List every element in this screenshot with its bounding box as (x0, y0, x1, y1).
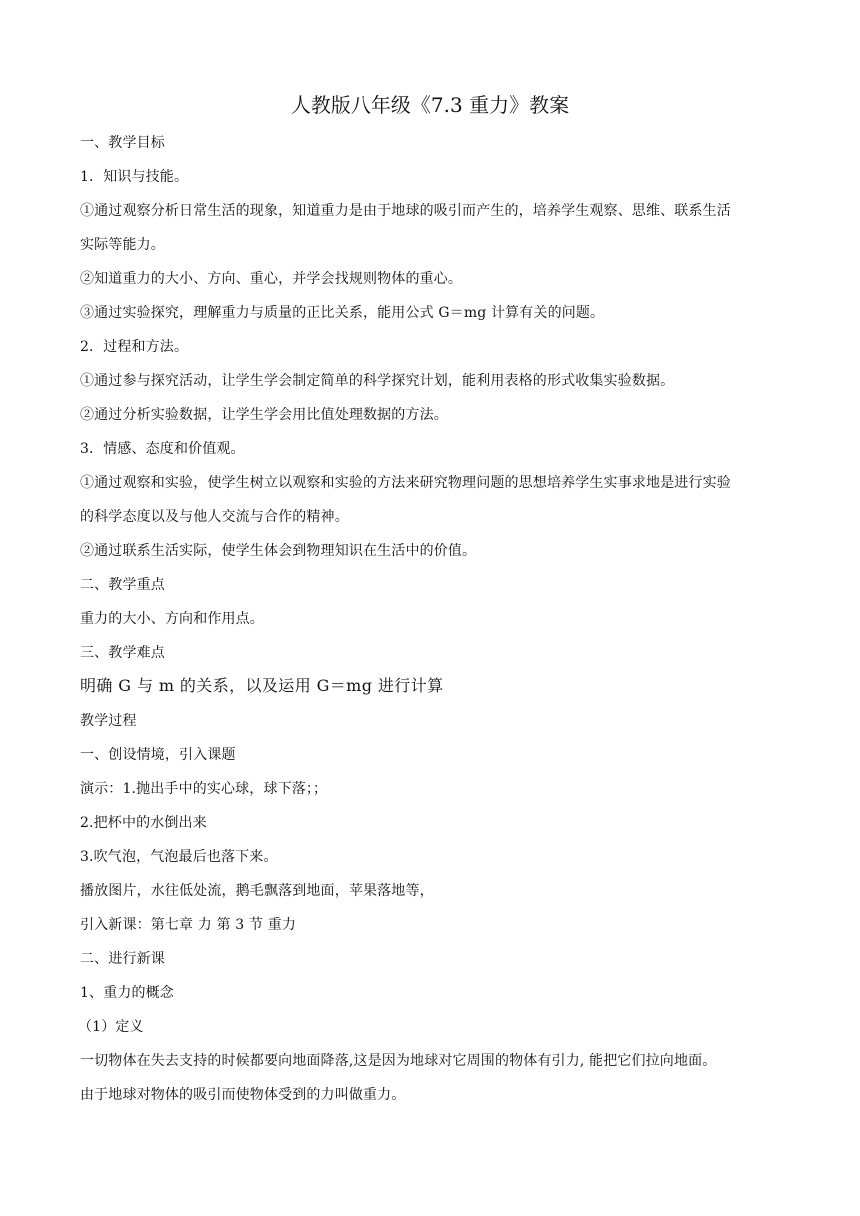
paragraph-line: 明确 G 与 m 的关系，以及运用 G＝mg 进行计算 (80, 676, 444, 695)
subheading-knowledge-skills: 1．知识与技能。 (80, 169, 189, 185)
paragraph-line: ①通过参与探究活动，让学生学会制定简单的科学探究计划，能利用表格的形式收集实验数据。 (80, 373, 675, 389)
paragraph-line: ①通过观察分析日常生活的现象，知道重力是由于地球的吸引而产生的，培养学生观察、思维、联系生活 (80, 203, 731, 219)
subheading-process-methods: 2．过程和方法。 (80, 339, 189, 355)
paragraph-line: 一切物体在失去支持的时候都要向地面降落,这是因为地球对它周围的物体有引力, 能把它们拉向地面。 (80, 1053, 717, 1069)
section-heading-key-points: 二、教学重点 (80, 577, 165, 593)
paragraph-line: 引入新课：第七章 力 第 3 节 重力 (80, 917, 297, 933)
document-title: 人教版八年级《7.3 重力》教案 (290, 93, 570, 117)
paragraph-line: 演示：1.抛出手中的实心球，球下落；； (80, 781, 328, 797)
subheading-definition: （1）定义 (78, 1019, 144, 1035)
paragraph-line: 实际等能力。 (80, 237, 165, 253)
paragraph-line: ③通过实验探究，理解重力与质量的正比关系，能用公式 G＝mg 计算有关的问题。 (80, 305, 605, 321)
paragraph-line: 3.吹气泡，气泡最后也落下来。 (80, 849, 278, 865)
section-heading-new-lesson: 二、进行新课 (80, 951, 165, 967)
paragraph-line: 重力的大小、方向和作用点。 (80, 611, 264, 627)
subheading-attitude-values: 3．情感、态度和价值观。 (80, 441, 245, 457)
subheading-gravity-concept: 1、重力的概念 (80, 985, 174, 1001)
paragraph-line: ②通过联系生活实际，使学生体会到物理知识在生活中的价值。 (80, 543, 477, 559)
section-heading-teaching-process: 教学过程 (80, 713, 137, 729)
section-heading-objectives: 一、教学目标 (80, 135, 165, 151)
paragraph-line: ①通过观察和实验，使学生树立以观察和实验的方法来研究物理问题的思想培养学生实事求地是进行实验 (80, 475, 731, 491)
section-heading-introduction: 一、创设情境，引入课题 (80, 747, 236, 763)
paragraph-line: 播放图片，水往低处流，鹅毛飘落到地面，苹果落地等， (80, 883, 434, 899)
paragraph-line: 的科学态度以及与他人交流与合作的精神。 (80, 509, 349, 525)
paragraph-line: 2.把杯中的水倒出来 (80, 815, 207, 831)
paragraph-line: ②知道重力的大小、方向、重心，并学会找规则物体的重心。 (80, 271, 463, 287)
paragraph-line: ②通过分析实验数据，让学生学会用比值处理数据的方法。 (80, 407, 448, 423)
paragraph-line: 由于地球对物体的吸引而使物体受到的力叫做重力。 (80, 1087, 406, 1103)
section-heading-difficulties: 三、教学难点 (80, 645, 165, 661)
